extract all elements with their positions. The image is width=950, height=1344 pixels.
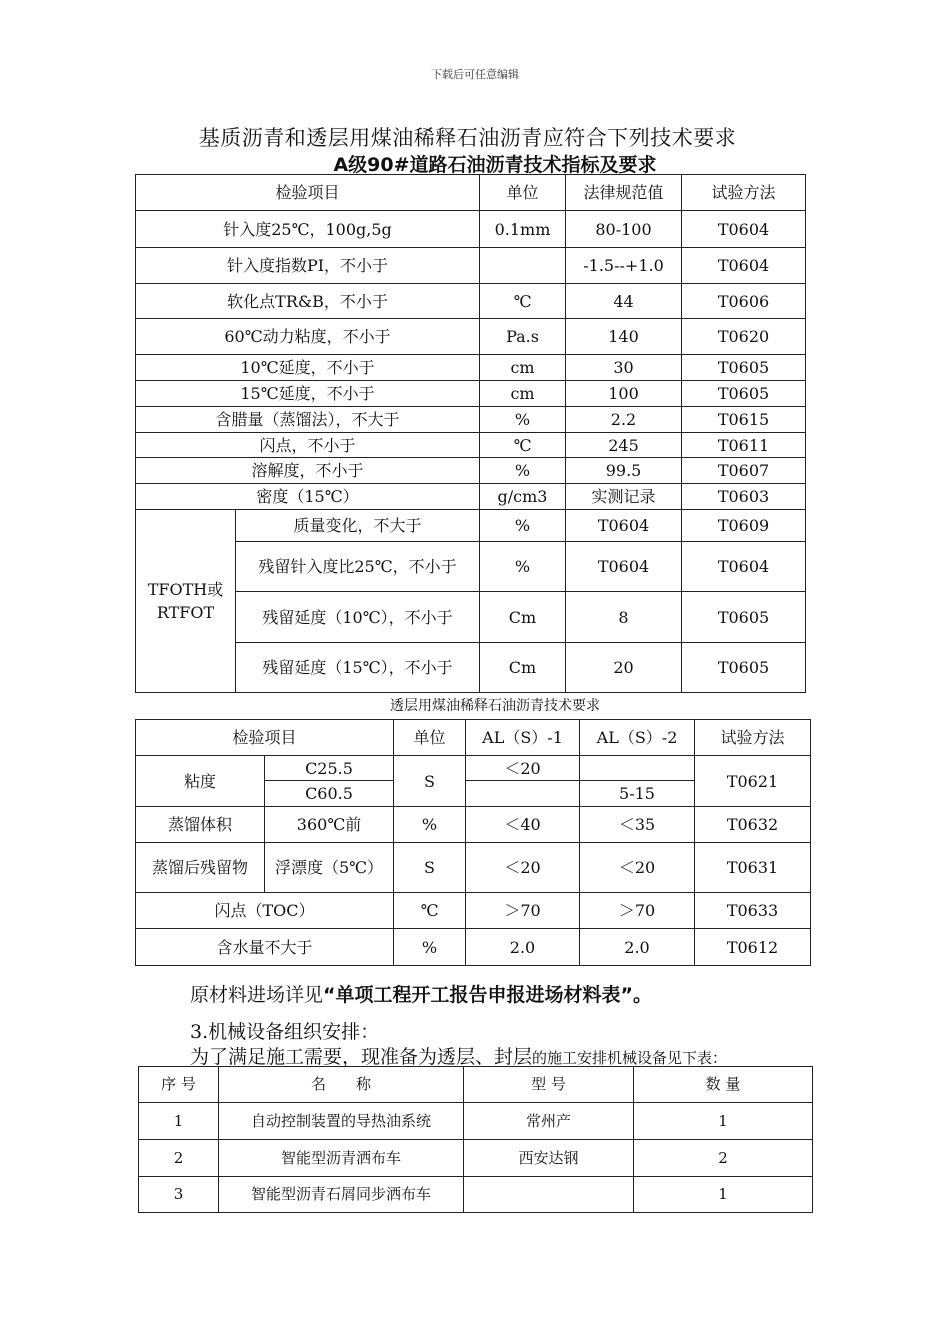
- row-method: T0605: [682, 592, 806, 643]
- header-al1: AL（S）-1: [466, 720, 580, 756]
- header-model: 型 号: [464, 1067, 634, 1103]
- row-item: 10℃延度，不小于: [136, 355, 480, 381]
- watermark-text: 下载后可任意编辑: [431, 68, 519, 81]
- row-value: T0604: [566, 510, 682, 542]
- table-row: [136, 843, 811, 893]
- row-al1: 2.0: [466, 929, 580, 966]
- row-item: 软化点TR&B，不小于: [136, 284, 480, 319]
- section-heading-equipment: 3.机械设备组织安排：: [190, 1021, 380, 1043]
- row-value: T0604: [566, 542, 682, 592]
- row-value: 2.2: [566, 407, 682, 433]
- row-al1: ＜40: [466, 807, 580, 843]
- materials-note-prefix: 原材料进场详见: [190, 984, 324, 1006]
- row-unit: ℃: [480, 284, 566, 319]
- table-row: [136, 542, 806, 592]
- row-al1: ＜20: [466, 843, 580, 893]
- header-item: 检验项目: [136, 720, 394, 756]
- table-header-row: [136, 720, 811, 756]
- row-sub: 浮漂度（5℃）: [265, 843, 394, 893]
- row-method: T0603: [682, 484, 806, 510]
- row-unit: 0.1mm: [480, 211, 566, 248]
- row-value: 44: [566, 284, 682, 319]
- table-row: [136, 756, 811, 781]
- row-item: 针入度25℃，100g,5g: [136, 211, 480, 248]
- row-no: 1: [139, 1103, 219, 1140]
- row-unit: cm: [480, 381, 566, 407]
- row-label: 闪点（TOC）: [136, 893, 394, 929]
- table-row: [136, 407, 806, 433]
- row-unit: S: [394, 843, 466, 893]
- row-item: 残留针入度比25℃，不小于: [236, 542, 480, 592]
- header-method: 试验方法: [682, 175, 806, 211]
- document-title: 基质沥青和透层用煤油稀释石油沥青应符合下列技术要求: [198, 126, 737, 150]
- row-unit: [480, 248, 566, 284]
- row-name: 自动控制装置的导热油系统: [219, 1103, 464, 1140]
- row-method: T0604: [682, 542, 806, 592]
- row-label: 含水量不大于: [136, 929, 394, 966]
- row-value: 100: [566, 381, 682, 407]
- row-method: T0604: [682, 248, 806, 284]
- row-method: T0605: [682, 381, 806, 407]
- table-row: [136, 484, 806, 510]
- row-method: T0620: [682, 319, 806, 355]
- row-item: 针入度指数PI，不小于: [136, 248, 480, 284]
- row-method: T0632: [695, 807, 811, 843]
- header-unit: 单位: [480, 175, 566, 211]
- materials-note-bold: “单项工程开工报告申报进场材料表”。: [323, 984, 652, 1006]
- row-unit: %: [480, 407, 566, 433]
- table-row: [136, 643, 806, 693]
- equipment-table: [138, 1066, 813, 1213]
- row-item: 残留延度（10℃），不小于: [236, 592, 480, 643]
- table-row: [136, 381, 806, 407]
- row-value: 实测记录: [566, 484, 682, 510]
- materials-note: [190, 980, 652, 1007]
- row-method: T0607: [682, 458, 806, 484]
- table-row: [139, 1140, 813, 1177]
- header-al2: AL（S）-2: [580, 720, 695, 756]
- row-item: 含腊量（蒸馏法），不大于: [136, 407, 480, 433]
- row-label: 蒸馏体积: [136, 807, 265, 843]
- table-row: [136, 248, 806, 284]
- viscosity-al1: ＜20: [466, 756, 580, 781]
- table-row: [136, 355, 806, 381]
- row-value: 20: [566, 643, 682, 693]
- row-unit: Cm: [480, 643, 566, 693]
- table-row: [136, 433, 806, 458]
- row-value: 8: [566, 592, 682, 643]
- row-name: 智能型沥青石屑同步洒布车: [219, 1177, 464, 1213]
- row-model: [464, 1177, 634, 1213]
- header-method: 试验方法: [695, 720, 811, 756]
- row-method: T0615: [682, 407, 806, 433]
- table-header-row: [136, 175, 806, 211]
- row-unit: cm: [480, 355, 566, 381]
- row-al1: ＞70: [466, 893, 580, 929]
- row-unit: ℃: [394, 893, 466, 929]
- row-method: T0605: [682, 643, 806, 693]
- kerosene-asphalt-table: [135, 719, 811, 966]
- header-unit: 单位: [394, 720, 466, 756]
- viscosity-al2-empty: [580, 756, 695, 781]
- table-row: [136, 319, 806, 355]
- row-method: T0611: [682, 433, 806, 458]
- viscosity-sub2: C60.5: [265, 781, 394, 807]
- row-al2: 2.0: [580, 929, 695, 966]
- row-model: 常州产: [464, 1103, 634, 1140]
- row-method: T0605: [682, 355, 806, 381]
- row-method: T0604: [682, 211, 806, 248]
- table-row: [136, 211, 806, 248]
- viscosity-method: T0621: [695, 756, 811, 807]
- row-value: 30: [566, 355, 682, 381]
- table2-caption: 透层用煤油稀释石油沥青技术要求: [390, 698, 600, 714]
- row-method: T0633: [695, 893, 811, 929]
- row-al2: ＜35: [580, 807, 695, 843]
- row-unit: %: [480, 542, 566, 592]
- row-label: 蒸馏后残留物: [136, 843, 265, 893]
- row-value: 245: [566, 433, 682, 458]
- row-value: 80-100: [566, 211, 682, 248]
- group-label: TFOTH或RTFOT: [136, 510, 236, 693]
- row-al2: ＞70: [580, 893, 695, 929]
- table-row: [139, 1103, 813, 1140]
- row-unit: %: [394, 807, 466, 843]
- row-item: 15℃延度，不小于: [136, 381, 480, 407]
- table1-title: A级90#道路石油沥青技术指标及要求: [333, 154, 657, 176]
- row-method: T0631: [695, 843, 811, 893]
- row-item: 闪点，不小于: [136, 433, 480, 458]
- equipment-intro: [190, 1042, 727, 1069]
- row-unit: g/cm3: [480, 484, 566, 510]
- row-model: 西安达钢: [464, 1140, 634, 1177]
- row-no: 2: [139, 1140, 219, 1177]
- row-al2: ＜20: [580, 843, 695, 893]
- row-method: T0609: [682, 510, 806, 542]
- row-value: -1.5--+1.0: [566, 248, 682, 284]
- viscosity-al1-empty: [466, 781, 580, 807]
- table-row: [136, 458, 806, 484]
- table-row: [136, 893, 811, 929]
- row-value: 99.5: [566, 458, 682, 484]
- viscosity-label: 粘度: [136, 756, 265, 807]
- header-no: 序 号: [139, 1067, 219, 1103]
- viscosity-sub1: C25.5: [265, 756, 394, 781]
- viscosity-al2: 5-15: [580, 781, 695, 807]
- row-item: 60℃动力粘度，不小于: [136, 319, 480, 355]
- table-row: [136, 510, 806, 542]
- row-unit: ℃: [480, 433, 566, 458]
- table-row: [136, 592, 806, 643]
- table-row: [139, 1177, 813, 1213]
- row-unit: Pa.s: [480, 319, 566, 355]
- row-name: 智能型沥青洒布车: [219, 1140, 464, 1177]
- row-item: 残留延度（15℃），不小于: [236, 643, 480, 693]
- table-row: [136, 284, 806, 319]
- header-item: 检验项目: [136, 175, 480, 211]
- row-unit: %: [480, 458, 566, 484]
- row-sub: 360℃前: [265, 807, 394, 843]
- header-value: 法律规范值: [566, 175, 682, 211]
- row-item: 溶解度，不小于: [136, 458, 480, 484]
- row-qty: 2: [634, 1140, 813, 1177]
- equipment-intro-small: 的施工安排机械设备见下表：: [532, 1049, 728, 1067]
- table-row: [136, 929, 811, 966]
- header-qty: 数 量: [634, 1067, 813, 1103]
- row-unit: %: [394, 929, 466, 966]
- equipment-intro-main: 为了满足施工需要，现准备为透层、封层: [190, 1046, 533, 1068]
- row-value: 140: [566, 319, 682, 355]
- row-method: T0606: [682, 284, 806, 319]
- table-header-row: [139, 1067, 813, 1103]
- row-item: 密度（15℃）: [136, 484, 480, 510]
- viscosity-unit: S: [394, 756, 466, 807]
- row-qty: 1: [634, 1103, 813, 1140]
- row-unit: %: [480, 510, 566, 542]
- row-method: T0612: [695, 929, 811, 966]
- row-qty: 1: [634, 1177, 813, 1213]
- header-name: 名 称: [219, 1067, 464, 1103]
- asphalt-spec-table: [135, 174, 806, 693]
- table-row: [136, 807, 811, 843]
- row-no: 3: [139, 1177, 219, 1213]
- row-item: 质量变化，不大于: [236, 510, 480, 542]
- row-unit: Cm: [480, 592, 566, 643]
